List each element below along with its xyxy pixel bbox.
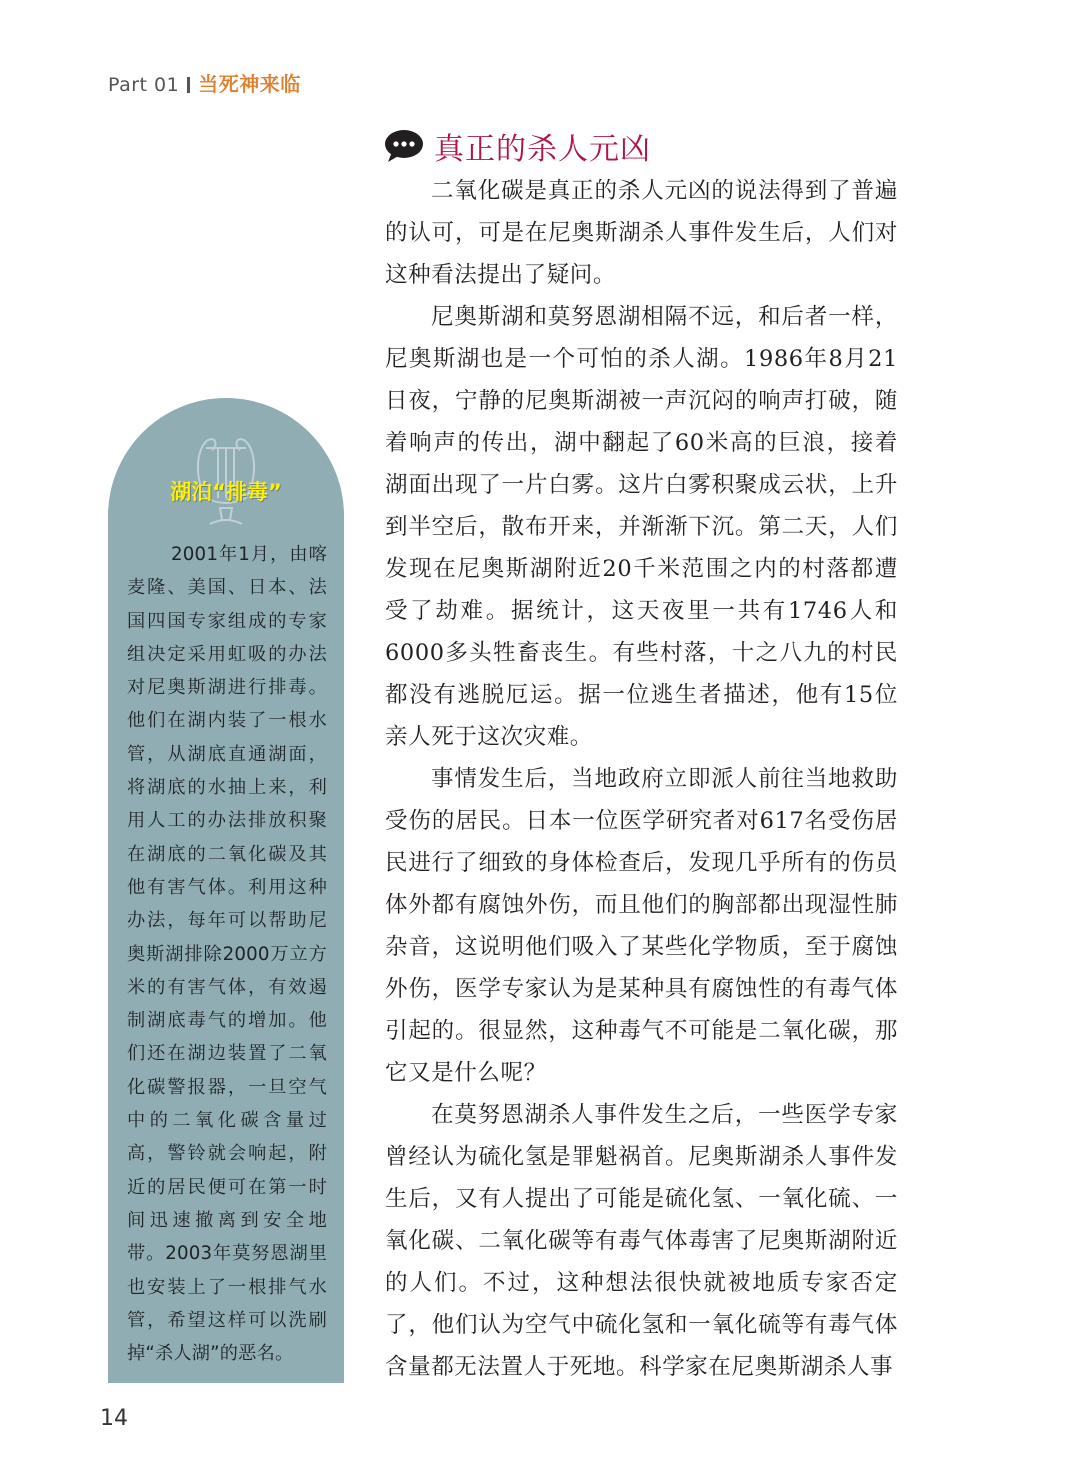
running-header xyxy=(108,68,301,97)
chapter-title: 当死神来临 xyxy=(198,72,301,96)
section-heading xyxy=(384,124,651,168)
page-number: 14 xyxy=(100,1406,128,1431)
sidebar-title: 湖泊“排毒” xyxy=(170,480,282,504)
paragraph: 在莫努恩湖杀人事件发生之后，一些医学专家曾经认为硫化氢是罪魁祸首。尼奥斯湖杀人事件发生后，又有人提出了可能是硫化氢、一氧化硫、一氧化碳、二氧化碳等有毒气体毒害了尼奥斯湖附近的人们。不过，这种想法很快就被地质专家否定了，他们认为空气中硫化氢和一氧化硫等有毒气体含量都无法置人于死地。科学家在尼奥斯湖杀人事 xyxy=(385,1102,898,1380)
paragraph: 二氧化碳是真正的杀人元凶的说法得到了普遍的认可，可是在尼奥斯湖杀人事件发生后，人们对这种看法提出了疑问。 xyxy=(385,178,898,288)
part-label: Part 01 xyxy=(108,74,180,96)
paragraph: 事情发生后，当地政府立即派人前往当地救助受伤的居民。日本一位医学研究者对617名受伤居民进行了细致的身体检查后，发现几乎所有的伤员体外都有腐蚀外伤，而且他们的胸部都出现湿性肺杂音，这说明他们吸入了某些化学物质，至于腐蚀外伤，医学专家认为是某种具有腐蚀性的有毒气体引起的。很显然，这种毒气不可能是二氧化碳，那它又是什么呢？ xyxy=(385,766,898,1086)
sidebar-text: 2001年1月，由喀麦隆、美国、日本、法国四国专家组成的专家组决定采用虹吸的办法对尼奥斯湖进行排毒。他们在湖内装了一根水管，从湖底直通湖面，将湖底的水抽上来，利用人工的办法排放积聚在湖底的二氧化碳及其他有害气体。利用这种办法，每年可以帮助尼奥斯湖排除2000万立方米的有害气体，有效遏制湖底毒气的增加。他们还在湖边装置了二氧化碳警报器，一旦空气中的二氧化碳含量过高，警铃就会响起，附近的居民便可在第一时间迅速撤离到安全地带。2003年莫努恩湖里也安装上了一根排气水管，希望这样可以洗刷掉“杀人湖”的恶名。 xyxy=(127,544,327,1365)
paragraph: 尼奥斯湖和莫努恩湖相隔不远，和后者一样，尼奥斯湖也是一个可怕的杀人湖。1986年8月21日夜，宁静的尼奥斯湖被一声沉闷的响声打破，随着响声的传出，湖中翻起了60米高的巨浪，接着湖面出现了一片白雾。这片白雾积聚成云状，上升到半空后，散布开来，并渐渐下沉。第二天，人们发现在尼奥斯湖附近20千米范围之内的村落都遭受了劫难。据统计，这天夜里一共有1746人和6000多头牲畜丧生。有些村落，十之八九的村民都没有逃脱厄运。据一位逃生者描述，他有15位亲人死于这次灾难。 xyxy=(385,304,898,750)
speech-bubble-icon xyxy=(384,128,424,164)
sidebar-box xyxy=(108,398,344,1383)
header-divider xyxy=(187,77,190,93)
main-text xyxy=(385,170,898,1388)
section-title: 真正的杀人元凶 xyxy=(434,132,651,167)
